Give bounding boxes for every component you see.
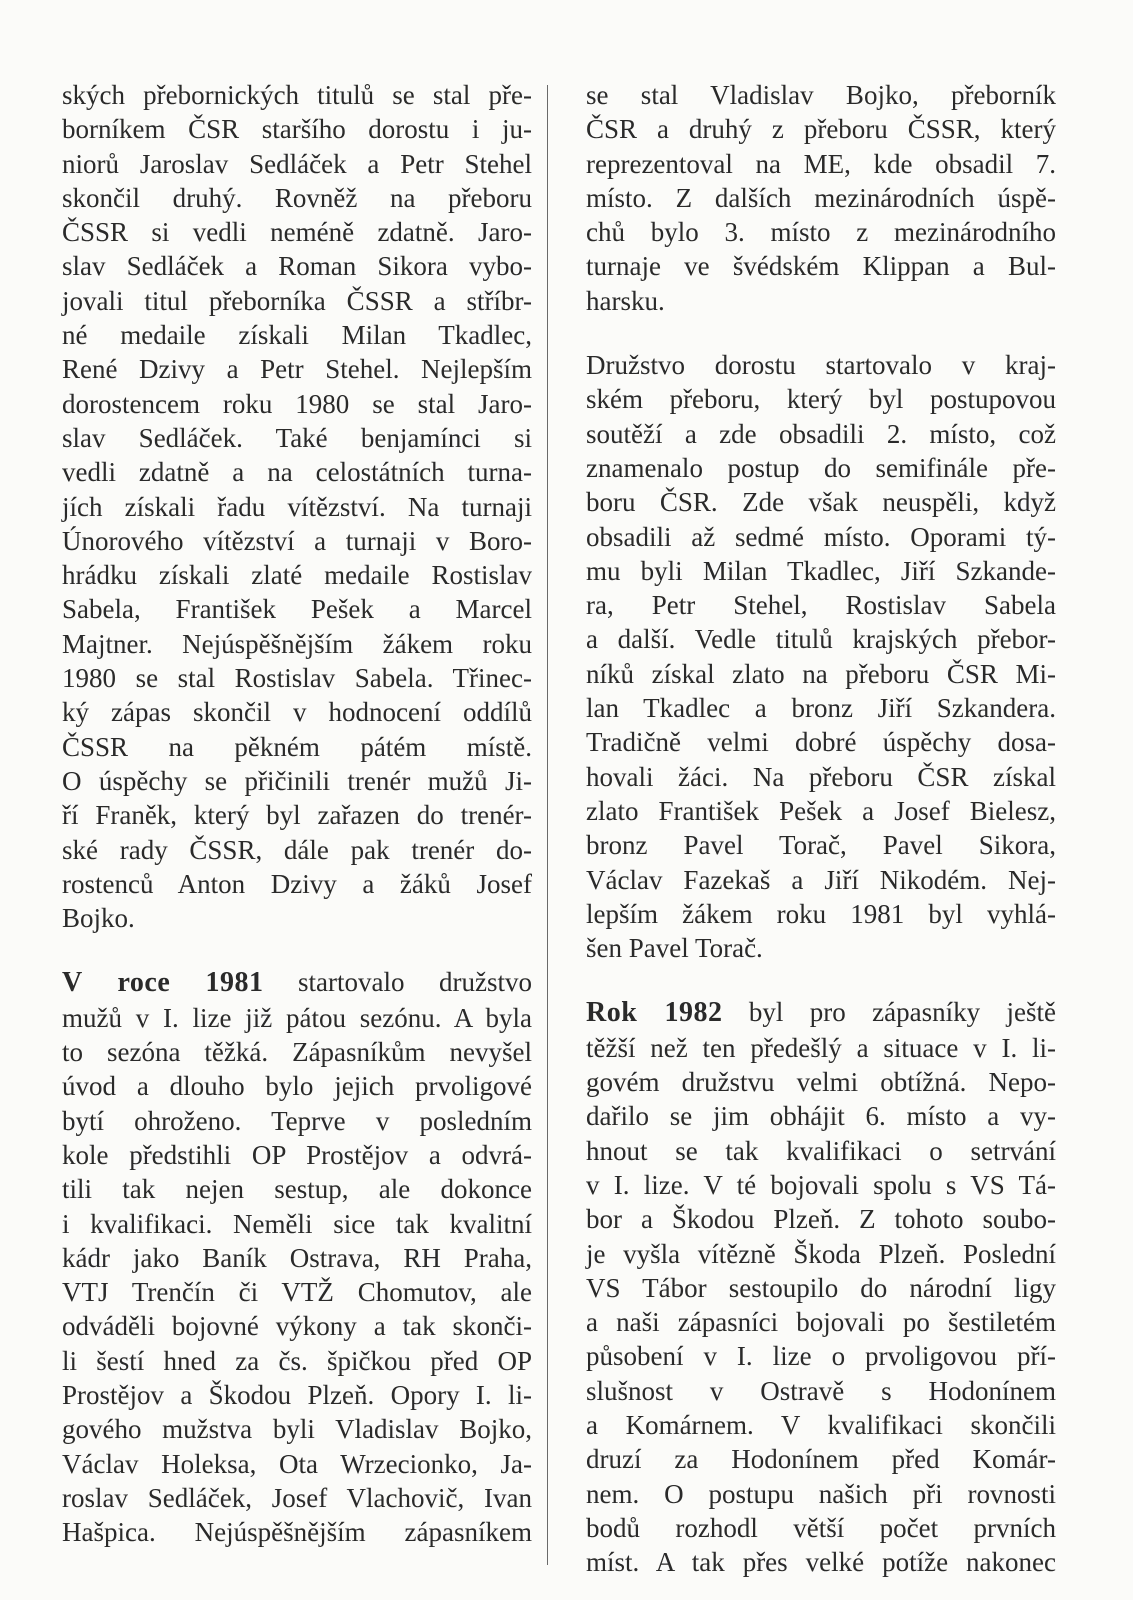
text-line: boru ČSR. Zde však neuspěli, když: [586, 487, 1056, 518]
text-line: Bojko.: [62, 903, 135, 934]
text-line: Majtner. Nejúspěšnějším žákem roku: [62, 628, 532, 659]
text-line: ra, Petr Stehel, Rostislav Sabela: [586, 590, 1056, 621]
text-line: reprezentoval na ME, kde obsadil 7.: [586, 148, 1056, 179]
text-line: ČSR a druhý z přeboru ČSSR, který: [586, 114, 1056, 145]
text-line: nem. O postupu našich při rovnosti: [586, 1478, 1056, 1509]
text-line: roslav Sedláček, Josef Vlachovič, Ivan: [62, 1482, 532, 1513]
text-line: jích získali řadu vítězství. Na turnaji: [62, 491, 532, 522]
text-line: lepším žákem roku 1981 byl vyhlá-: [586, 898, 1056, 929]
text-line: dorostencem roku 1980 se stal Jaro-: [62, 388, 532, 419]
paragraph-1982-season: [586, 995, 1056, 1579]
text-line: ském přeboru, který byl postupovou: [586, 384, 1056, 415]
text-line: je vyšla vítězně Škoda Plzeň. Poslední: [586, 1238, 1056, 1269]
text-line: gového mužstva byli Vladislav Bojko,: [62, 1414, 532, 1445]
text-line: Družstvo dorostu startovalo v kraj-: [586, 350, 1056, 381]
text-line: hovali žáci. Na přeboru ČSR získal: [586, 761, 1056, 792]
text-line: a další. Vedle titulů krajských přebor-: [586, 624, 1056, 655]
text-line: a Komárnem. V kvalifikaci skončili: [586, 1409, 1056, 1440]
text-line: Václav Holeksa, Ota Wrzecionko, Ja-: [62, 1448, 532, 1479]
paragraph-1980-results: [62, 78, 532, 935]
text-line: a naši zápasníci bojovali po šestiletém: [586, 1307, 1056, 1338]
text-line: bodů rozhodl větší počet prvních: [586, 1512, 1056, 1543]
text-line: turnaje ve švédském Klippan a Bul-: [586, 251, 1056, 282]
paragraph-1981-season: [62, 965, 532, 1549]
text-line-rest: startovalo družstvo: [263, 967, 532, 998]
text-line: ČSSR na pěkném pátém místě.: [62, 731, 532, 762]
text-line: místo. Z dalších mezinárodních úspě-: [586, 182, 1056, 213]
text-line: niorů Jaroslav Sedláček a Petr Stehel: [62, 148, 532, 179]
left-column: [62, 78, 532, 1549]
text-line: [62, 965, 532, 1000]
text-line: působení v I. lize o prvoligovou pří-: [586, 1341, 1056, 1372]
text-line: VTJ Trenčín či VTŽ Chomutov, ale: [62, 1277, 532, 1308]
text-line: druzí za Hodonínem před Komár-: [586, 1444, 1056, 1475]
text-line: Únorového vítězství a turnaji v Boro-: [62, 525, 532, 556]
text-line: O úspěchy se přičinili trenér mužů Ji-: [62, 765, 532, 796]
text-line: 1980 se stal Rostislav Sabela. Třinec-: [62, 663, 532, 694]
column-divider: [547, 85, 548, 1565]
paragraph-lead: V roce 1981: [62, 967, 264, 999]
text-line: né medaile získali Milan Tkadlec,: [62, 320, 532, 351]
text-line: mu byli Milan Tkadlec, Jiří Szkande-: [586, 555, 1056, 586]
text-line: bytí ohroženo. Teprve v posledním: [62, 1105, 532, 1136]
text-line: hnout se tak kvalifikaci o setrvání: [586, 1135, 1056, 1166]
text-line: ské rady ČSSR, dále pak trenér do-: [62, 834, 532, 865]
text-line: i kvalifikaci. Neměli sice tak kvalitní: [62, 1208, 532, 1239]
text-line: šen Pavel Torač.: [586, 933, 763, 964]
text-line: ří Franěk, který byl zařazen do trenér-: [62, 800, 532, 831]
text-line: Tradičně velmi dobré úspěchy dosa-: [586, 727, 1056, 758]
text-line: dařilo se jim obhájit 6. místo a vy-: [586, 1101, 1056, 1132]
text-line: Sabela, František Pešek a Marcel: [62, 594, 532, 625]
text-line: Prostějov a Škodou Plzeň. Opory I. li-: [62, 1379, 532, 1410]
paragraph-youth-team: [586, 348, 1056, 965]
paragraph-lead: Rok 1982: [586, 997, 723, 1029]
text-line: mužů v I. lize již pátou sezónu. A byla: [62, 1002, 532, 1033]
text-line: vedli zdatně a na celostátních turna-: [62, 457, 532, 488]
paragraph-bojko-results: [586, 78, 1056, 318]
right-column: [586, 78, 1056, 1579]
text-line: těžší než ten předešlý a situace v I. li-: [586, 1032, 1056, 1063]
text-line: ČSSR si vedli neméně zdatně. Jaro-: [62, 217, 532, 248]
text-line: li šestí hned za čs. špičkou před OP: [62, 1345, 532, 1376]
text-line: govém družstvu velmi obtížná. Nepo-: [586, 1067, 1056, 1098]
text-line: níků získal zlato na přeboru ČSR Mi-: [586, 658, 1056, 689]
text-line: to sezóna těžká. Zápasníkům nevyšel: [62, 1037, 532, 1068]
text-line: kole předstihli OP Prostějov a odvrá-: [62, 1139, 532, 1170]
text-line: obsadili až sedmé místo. Oporami tý-: [586, 521, 1056, 552]
text-line: Hašpica. Nejúspěšnějším zápasníkem: [62, 1517, 532, 1548]
text-line: v I. lize. V té bojovali spolu s VS Tá-: [586, 1169, 1056, 1200]
text-line: bor a Škodou Plzeň. Z tohoto soubo-: [586, 1204, 1056, 1235]
text-line: Václav Fazekaš a Jiří Nikodém. Nej-: [586, 864, 1056, 895]
text-line: hrádku získali zlaté medaile Rostislav: [62, 560, 532, 591]
text-line: tili tak nejen sestup, ale dokonce: [62, 1174, 532, 1205]
text-line: René Dzivy a Petr Stehel. Nejlepším: [62, 354, 532, 385]
text-line: harsku.: [586, 285, 665, 316]
text-line: ký zápas skončil v hodnocení oddílů: [62, 697, 532, 728]
text-line: odváděli bojovné výkony a tak skonči-: [62, 1311, 532, 1342]
text-line: slušnost v Ostravě s Hodonínem: [586, 1375, 1056, 1406]
text-line: zlato František Pešek a Josef Bielesz,: [586, 795, 1056, 826]
text-line: [586, 995, 1056, 1030]
text-line: rostenců Anton Dzivy a žáků Josef: [62, 868, 532, 899]
text-line: bronz Pavel Torač, Pavel Sikora,: [586, 830, 1056, 861]
text-line: chů bylo 3. místo z mezinárodního: [586, 217, 1056, 248]
text-line: znamenalo postup do semifinále pře-: [586, 452, 1056, 483]
text-line: soutěží a zde obsadili 2. místo, což: [586, 418, 1056, 449]
text-line: VS Tábor sestoupilo do národní ligy: [586, 1272, 1056, 1303]
text-line: borníkem ČSR staršího dorostu i ju-: [62, 114, 532, 145]
text-line-rest: byl pro zápasníky ještě: [722, 997, 1056, 1028]
text-line: slav Sedláček. Také benjamínci si: [62, 422, 532, 453]
text-line: slav Sedláček a Roman Sikora vybo-: [62, 251, 532, 282]
text-line: jovali titul přeborníka ČSSR a stříbr-: [62, 285, 532, 316]
text-line: lan Tkadlec a bronz Jiří Szkandera.: [586, 693, 1056, 724]
text-line: se stal Vladislav Bojko, přeborník: [586, 80, 1056, 110]
text-line: skončil druhý. Rovněž na přeboru: [62, 182, 532, 213]
text-line: úvod a dlouho bylo jejich prvoligové: [62, 1071, 532, 1102]
text-line: kádr jako Baník Ostrava, RH Praha,: [62, 1242, 532, 1273]
text-line: ských přebornických titulů se stal pře-: [62, 80, 532, 110]
text-line: míst. A tak přes velké potíže nakonec: [586, 1547, 1056, 1578]
